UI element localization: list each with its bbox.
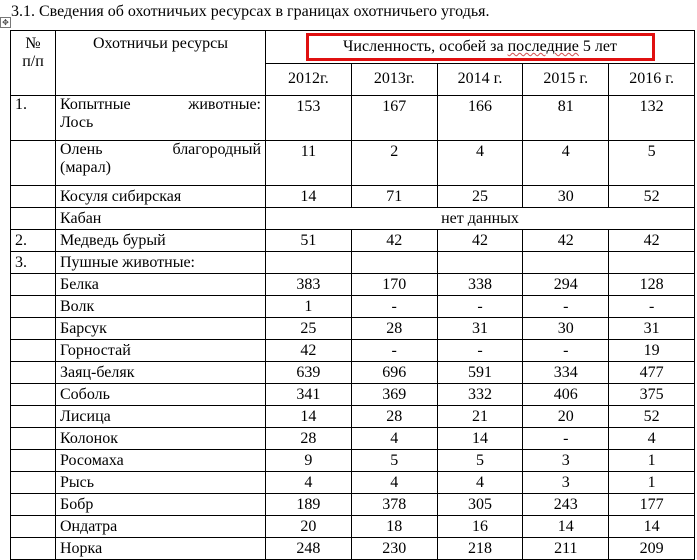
value-cell: 25	[437, 186, 523, 208]
header-year: 2015 г.	[523, 63, 609, 96]
value-cell: -	[523, 340, 609, 362]
value-cell: 28	[351, 318, 437, 340]
value-cell: 31	[437, 318, 523, 340]
value-cell: -	[523, 428, 609, 450]
resource-name: Лисица	[56, 406, 266, 428]
value-cell	[266, 252, 352, 274]
value-cell: 211	[523, 538, 609, 560]
value-cell: 4	[351, 428, 437, 450]
value-cell	[437, 252, 523, 274]
table-row	[11, 186, 695, 208]
resource-name-line2: (марал)	[60, 159, 111, 176]
value-cell: 218	[437, 538, 523, 560]
row-number	[11, 340, 56, 362]
row-number	[11, 362, 56, 384]
row-number	[11, 494, 56, 516]
resource-name: Пушные животные:	[56, 252, 266, 274]
value-cell: 9	[266, 450, 352, 472]
resource-name: Ондатра	[56, 516, 266, 538]
value-cell: 14	[266, 406, 352, 428]
row-number	[11, 384, 56, 406]
value-cell: 132	[609, 96, 695, 141]
row-number	[11, 318, 56, 340]
value-cell: 25	[266, 318, 352, 340]
value-cell: 42	[609, 230, 695, 252]
value-cell: 20	[266, 516, 352, 538]
hunting-resources-table	[10, 30, 695, 560]
row-number: 1.	[11, 96, 56, 141]
value-cell: 696	[351, 362, 437, 384]
header-year: 2016 г.	[609, 63, 695, 96]
value-cell	[351, 252, 437, 274]
value-cell: 4	[523, 141, 609, 186]
resource-name: Белка	[56, 274, 266, 296]
value-cell: 230	[351, 538, 437, 560]
table-row	[11, 538, 695, 560]
value-cell: 153	[266, 96, 352, 141]
table-row	[11, 296, 695, 318]
value-cell: 209	[609, 538, 695, 560]
resource-name: Медведь бурый	[56, 230, 266, 252]
value-cell	[609, 252, 695, 274]
row-number	[11, 186, 56, 208]
row-number: 2.	[11, 230, 56, 252]
resource-name: Косуля сибирская	[56, 186, 266, 208]
header-year: 2014 г.	[437, 63, 523, 96]
value-cell: 334	[523, 362, 609, 384]
value-cell: 332	[437, 384, 523, 406]
value-cell: 4	[437, 472, 523, 494]
resource-name	[56, 141, 266, 186]
value-cell: 30	[523, 186, 609, 208]
value-cell: 71	[351, 186, 437, 208]
header-resources: Охотничьи ресурсы	[56, 31, 266, 96]
row-number	[11, 296, 56, 318]
header-year: 2013г.	[351, 63, 437, 96]
header-population-suffix: 5 лет	[578, 37, 617, 55]
value-cell: 5	[609, 141, 695, 186]
table-row	[11, 494, 695, 516]
value-cell: 51	[266, 230, 352, 252]
value-cell: 1	[266, 296, 352, 318]
table-row	[11, 274, 695, 296]
resource-name: Колонок	[56, 428, 266, 450]
resource-name-line1: Копытные животные:	[60, 96, 261, 113]
table-row	[11, 516, 695, 538]
value-cell: 81	[523, 96, 609, 141]
header-population	[266, 31, 695, 64]
header-population-underlined: последние	[507, 37, 579, 55]
resource-name: Кабан	[56, 208, 266, 230]
value-cell: 4	[609, 428, 695, 450]
value-cell: 4	[351, 472, 437, 494]
table-row	[11, 384, 695, 406]
value-cell: 3	[523, 472, 609, 494]
value-cell: 383	[266, 274, 352, 296]
value-cell: 1	[609, 450, 695, 472]
value-cell: 5	[437, 450, 523, 472]
table-row	[11, 208, 695, 230]
table-move-handle-icon[interactable]: ✥	[0, 17, 11, 28]
row-number	[11, 428, 56, 450]
resource-name	[56, 96, 266, 141]
value-cell: 294	[523, 274, 609, 296]
table-row	[11, 362, 695, 384]
table-row	[11, 141, 695, 186]
header-number-line1: №	[25, 35, 41, 52]
value-cell: 28	[266, 428, 352, 450]
table-row	[11, 428, 695, 450]
resource-name: Росомаха	[56, 450, 266, 472]
resource-name: Волк	[56, 296, 266, 318]
value-cell: 243	[523, 494, 609, 516]
value-cell: 305	[437, 494, 523, 516]
value-cell: 28	[351, 406, 437, 428]
value-cell: 14	[266, 186, 352, 208]
value-cell: 52	[609, 186, 695, 208]
header-population-prefix: Численность, особей за	[343, 37, 508, 55]
value-cell: 30	[523, 318, 609, 340]
highlighted-header-box	[311, 38, 650, 56]
value-cell: -	[351, 340, 437, 362]
value-cell: 5	[351, 450, 437, 472]
resource-name: Барсук	[56, 318, 266, 340]
value-cell: 375	[609, 384, 695, 406]
table-row	[11, 230, 695, 252]
row-number	[11, 450, 56, 472]
value-cell: 4	[266, 472, 352, 494]
header-year: 2012г.	[266, 63, 352, 96]
value-cell: 477	[609, 362, 695, 384]
resource-name: Заяц-беляк	[56, 362, 266, 384]
resource-name: Рысь	[56, 472, 266, 494]
value-cell: 639	[266, 362, 352, 384]
value-cell: 378	[351, 494, 437, 516]
row-number	[11, 208, 56, 230]
value-cell: 3	[523, 450, 609, 472]
value-cell: 128	[609, 274, 695, 296]
table-row	[11, 96, 695, 141]
value-cell: -	[609, 296, 695, 318]
value-cell: 21	[437, 406, 523, 428]
table-row	[11, 252, 695, 274]
value-cell: 42	[351, 230, 437, 252]
value-cell: 406	[523, 384, 609, 406]
row-number: 3.	[11, 252, 56, 274]
value-cell: 19	[609, 340, 695, 362]
value-cell: 4	[437, 141, 523, 186]
row-number	[11, 274, 56, 296]
resource-name: Горностай	[56, 340, 266, 362]
value-cell: -	[437, 296, 523, 318]
row-number	[11, 538, 56, 560]
no-data-cell: нет данных	[266, 208, 695, 230]
value-cell: 11	[266, 141, 352, 186]
value-cell: 52	[609, 406, 695, 428]
value-cell: 170	[351, 274, 437, 296]
value-cell: 369	[351, 384, 437, 406]
value-cell: 14	[609, 516, 695, 538]
resource-name: Норка	[56, 538, 266, 560]
row-number	[11, 141, 56, 186]
resource-name: Соболь	[56, 384, 266, 406]
value-cell: -	[437, 340, 523, 362]
table-row	[11, 472, 695, 494]
resource-name: Бобр	[56, 494, 266, 516]
section-caption: 3.1. Сведения об охотничьих ресурсах в границах охотничьего угодья.	[11, 3, 490, 20]
table-row	[11, 318, 695, 340]
value-cell: 42	[266, 340, 352, 362]
value-cell: 177	[609, 494, 695, 516]
table-row	[11, 450, 695, 472]
row-number	[11, 472, 56, 494]
resource-name-line2: Лось	[60, 114, 94, 131]
value-cell: 189	[266, 494, 352, 516]
value-cell: 248	[266, 538, 352, 560]
value-cell: 14	[523, 516, 609, 538]
value-cell	[523, 252, 609, 274]
value-cell: 166	[437, 96, 523, 141]
resource-name-line1: Олень благородный	[60, 141, 261, 158]
header-number	[11, 31, 56, 96]
value-cell: 42	[523, 230, 609, 252]
value-cell: 167	[351, 96, 437, 141]
value-cell: -	[351, 296, 437, 318]
value-cell: 338	[437, 274, 523, 296]
table-body	[11, 96, 695, 560]
table-row	[11, 340, 695, 362]
value-cell: 31	[609, 318, 695, 340]
value-cell: 1	[609, 472, 695, 494]
value-cell: 341	[266, 384, 352, 406]
value-cell: 42	[437, 230, 523, 252]
value-cell: 2	[351, 141, 437, 186]
value-cell: 20	[523, 406, 609, 428]
value-cell: 14	[437, 428, 523, 450]
value-cell: 16	[437, 516, 523, 538]
value-cell: 591	[437, 362, 523, 384]
row-number	[11, 406, 56, 428]
value-cell: -	[523, 296, 609, 318]
header-number-line2: п/п	[22, 53, 44, 70]
row-number	[11, 516, 56, 538]
table-row	[11, 406, 695, 428]
value-cell: 18	[351, 516, 437, 538]
